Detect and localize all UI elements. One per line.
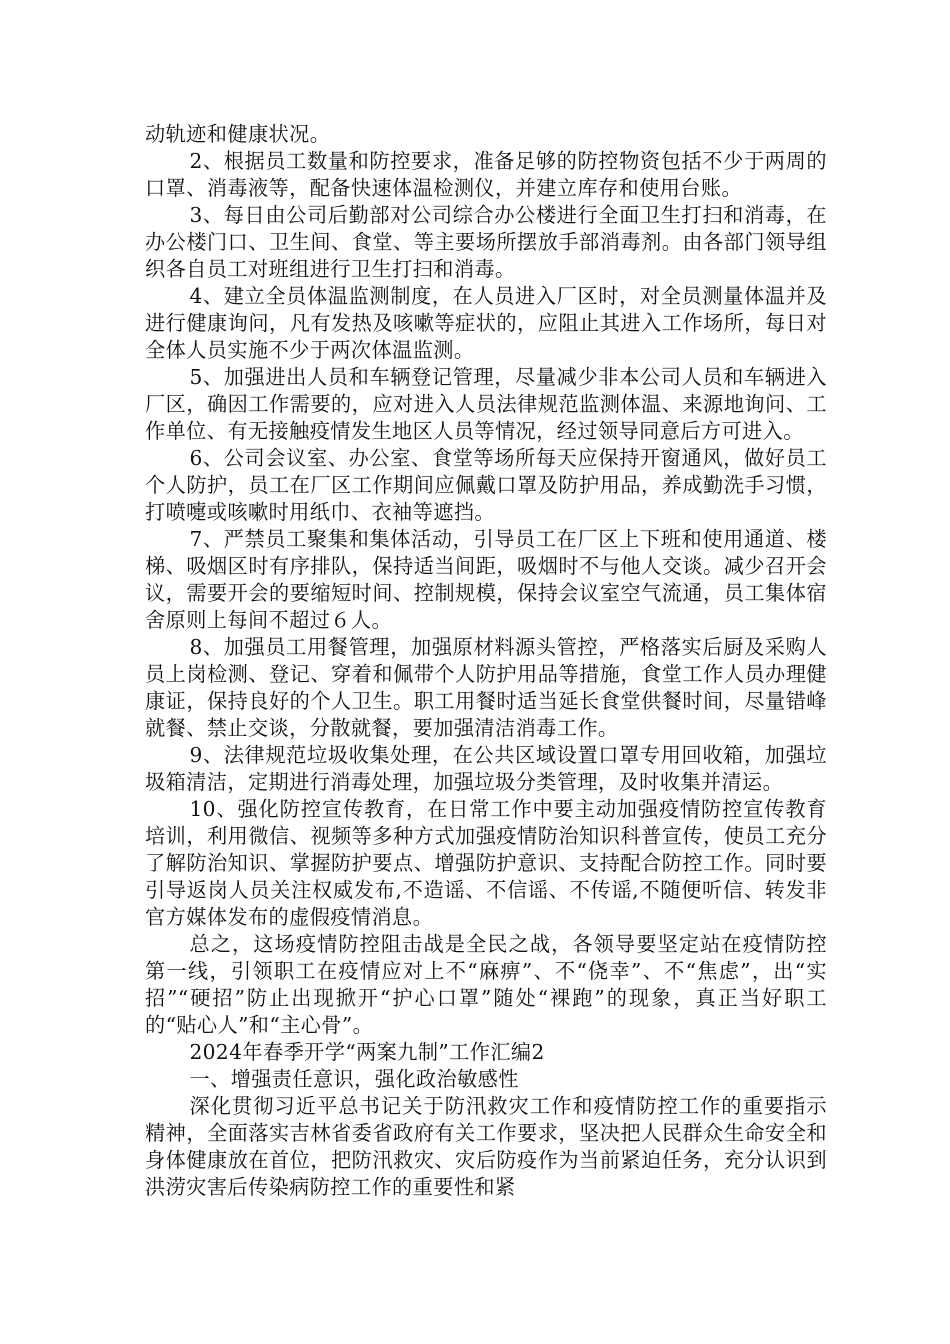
paragraph-13: 深化贯彻习近平总书记关于防汛救灾工作和疫情防控工作的重要指示精神，全面落实吉林省委省政府有关工作要求，坚决把人民群众生命安全和身体健康放在首位，把防汛救灾、灾后防疫作为当前紧迫任务，充分认识到洪涝灾害后传染病防控工作的重要性和紧	[145, 1094, 827, 1199]
paragraph-0: 动轨迹和健康状况。	[145, 122, 331, 146]
paragraph-3: 4、建立全员体温监测制度，在人员进入厂区时，对全员测量体温并及进行健康询问，凡有发热及咳嗽等症状的，应阻止其进入工作场所，每日对全体人员实施不少于两次体温监测。	[145, 284, 827, 362]
subsection-heading: 一、增强责任意识，强化政治敏感性	[189, 1067, 519, 1091]
paragraph-5: 6、公司会议室、办公室、食堂等场所每天应保持开窗通风，做好员工个人防护，员工在厂区工作期间应佩戴口罩及防护用品，养成勤洗手习惯，打喷嚏或咳嗽时用纸巾、衣袖等遮挡。	[145, 446, 827, 524]
paragraph-2: 3、每日由公司后勤部对公司综合办公楼进行全面卫生打扫和消毒，在办公楼门口、卫生间、食堂、等主要场所摆放手部消毒剂。由各部门领导组织各自员工对班组进行卫生打扫和消毒。	[145, 203, 827, 281]
paragraph-6: 7、严禁员工聚集和集体活动，引导员工在厂区上下班和使用通道、楼梯、吸烟区时有序排队，保持适当间距，吸烟时不与他人交谈。减少召开会议，需要开会的要缩短时间、控制规模，保持会议室空气流通，员工集体宿舍原则上每间不超过６人。	[145, 527, 827, 632]
section-heading: 2024年春季开学“两案九制”工作汇编2	[189, 1040, 545, 1064]
paragraph-9: 10、强化防控宣传教育，在日常工作中要主动加强疫情防控宣传教育培训，利用微信、视频等多种方式加强疫情防治知识科普宣传，使员工充分了解防治知识、掌握防护要点、增强防护意识、支持配合防控工作。同时要引导返岗人员关注权威发布,不造谣、不信谣、不传谣,不随便听信、转发非官方媒体发布的虚假疫情消息。	[145, 797, 827, 929]
paragraph-4: 5、加强进出人员和车辆登记管理，尽量减少非本公司人员和车辆进入厂区，确因工作需要的，应对进入人员法律规范监测体温、来源地询问、工作单位、有无接触疫情发生地区人员等情况，经过领导同意后方可进入。	[145, 365, 827, 443]
paragraph-7: 8、加强员工用餐管理，加强原材料源头管控，严格落实后厨及采购人员上岗检测、登记、穿着和佩带个人防护用品等措施，食堂工作人员办理健康证，保持良好的个人卫生。职工用餐时适当延长食堂供餐时间，尽量错峰就餐、禁止交谈，分散就餐，要加强清洁消毒工作。	[145, 635, 827, 740]
paragraph-8: 9、法律规范垃圾收集处理，在公共区域设置口罩专用回收箱，加强垃圾箱清洁，定期进行消毒处理，加强垃圾分类管理，及时收集并清运。	[145, 743, 827, 794]
paragraph-1: 2、根据员工数量和防控要求，准备足够的防控物资包括不少于两周的口罩、消毒液等，配备快速体温检测仪，并建立库存和使用台账。	[145, 149, 827, 200]
paragraph-10: 总之，这场疫情防控阻击战是全民之战，各领导要坚定站在疫情防控第一线，引领职工在疫情应对上不“麻痹”、不“侥幸”、不“焦虑”，出“实招”“硬招”防止出现掀开“护心口罩”随处“裸跑”的现象，真正当好职工的“贴心人”和“主心骨”。	[145, 932, 827, 1037]
document-body	[145, 121, 827, 1201]
